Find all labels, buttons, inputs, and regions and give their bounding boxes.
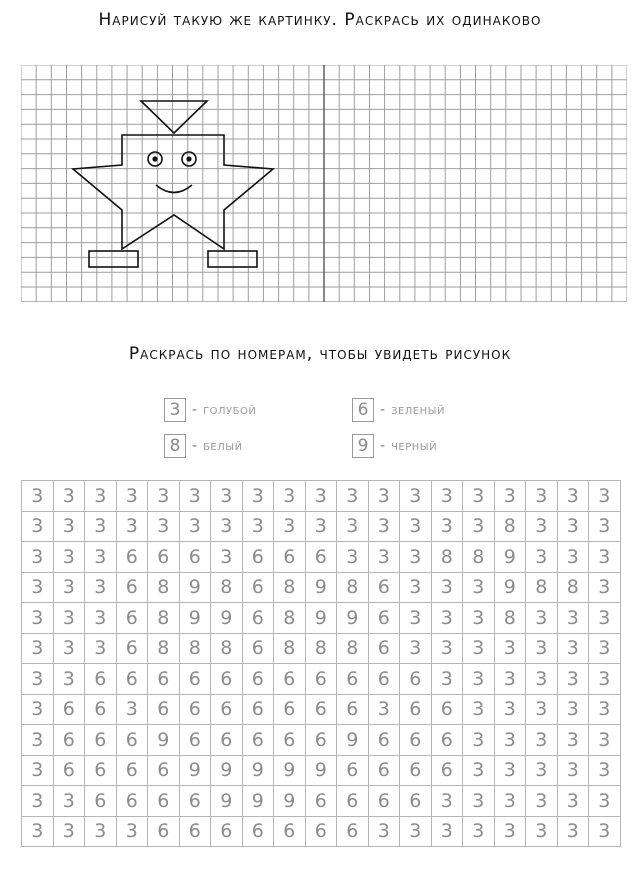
grid-cell[interactable]: 3 [463,817,495,848]
grid-cell[interactable]: 3 [22,664,54,695]
grid-cell[interactable]: 6 [211,725,243,756]
grid-cell[interactable]: 3 [85,542,117,573]
grid-cell[interactable]: 3 [369,542,401,573]
grid-cell[interactable]: 3 [558,695,590,726]
grid-cell[interactable]: 3 [22,756,54,787]
grid-cell[interactable]: 3 [432,634,464,665]
grid-cell[interactable]: 3 [54,542,86,573]
grid-cell[interactable]: 8 [148,603,180,634]
grid-cell[interactable]: 3 [463,756,495,787]
grid-cell[interactable]: 3 [54,512,86,543]
grid-cell[interactable]: 3 [558,512,590,543]
grid-cell[interactable]: 6 [369,664,401,695]
grid-cell[interactable]: 3 [526,603,558,634]
grid-cell[interactable]: 9 [211,786,243,817]
title-bottom: Раскрась по номерам, чтобы увидеть рисунок [128,344,512,364]
grid-cell[interactable]: 3 [22,817,54,848]
grid-cell[interactable]: 3 [180,481,212,512]
grid-cell[interactable]: 3 [400,573,432,604]
legend-label: белый [203,438,243,454]
grid-cell[interactable]: 3 [526,786,558,817]
grid-cell[interactable]: 8 [211,634,243,665]
grid-cell[interactable]: 3 [589,786,621,817]
color-by-number-grid [21,480,621,847]
grid-cell[interactable]: 6 [274,542,306,573]
grid-cell[interactable]: 9 [148,725,180,756]
grid-cell[interactable]: 3 [463,481,495,512]
grid-cell[interactable]: 3 [22,695,54,726]
grid-cell[interactable]: 3 [85,573,117,604]
grid-cell[interactable]: 8 [180,634,212,665]
legend-number: 9 [352,434,374,458]
grid-cell[interactable]: 6 [369,573,401,604]
grid-cell[interactable]: 6 [117,634,149,665]
grid-cell[interactable]: 3 [495,786,527,817]
legend-number: 6 [352,398,374,422]
grid-cell[interactable]: 6 [148,817,180,848]
grid-cell[interactable]: 6 [180,542,212,573]
grid-cell[interactable]: 3 [54,634,86,665]
grid-cell[interactable]: 6 [54,756,86,787]
grid-cell[interactable]: 3 [589,512,621,543]
grid-cell[interactable]: 3 [463,573,495,604]
grid-cell[interactable]: 3 [85,481,117,512]
grid-cell[interactable]: 3 [526,725,558,756]
grid-cell[interactable]: 9 [337,603,369,634]
right-foot [208,251,257,267]
title-top: Нарисуй такую же картинку. Раскрась их одинаково [98,10,542,30]
grid-cell[interactable]: 6 [243,817,275,848]
grid-cell[interactable]: 3 [558,634,590,665]
grid-cell[interactable]: 8 [211,573,243,604]
grid-cell[interactable]: 6 [274,725,306,756]
grid-cell[interactable]: 3 [589,756,621,787]
grid-cell[interactable]: 3 [400,817,432,848]
grid-cell[interactable]: 9 [274,756,306,787]
grid-cell[interactable]: 8 [337,634,369,665]
grid-cell[interactable]: 6 [400,756,432,787]
grid-cell[interactable]: 3 [526,664,558,695]
grid-cell[interactable]: 3 [463,786,495,817]
grid-cell[interactable]: 6 [117,664,149,695]
grid-cell[interactable]: 3 [22,573,54,604]
grid-cell[interactable]: 9 [180,603,212,634]
grid-cell[interactable]: 3 [400,512,432,543]
grid-cell[interactable]: 3 [211,542,243,573]
grid-cell[interactable]: 6 [306,786,338,817]
grid-cell[interactable]: 3 [558,786,590,817]
grid-cell[interactable]: 3 [589,481,621,512]
drawing-grid-area [21,65,627,302]
grid-cell[interactable]: 3 [463,634,495,665]
legend-item-3: 3 - голубой [164,398,256,422]
grid-cell[interactable]: 3 [463,695,495,726]
grid-cell[interactable]: 3 [589,664,621,695]
grid-cell[interactable]: 3 [369,481,401,512]
grid-cell[interactable]: 9 [180,573,212,604]
grid-cell[interactable]: 3 [85,512,117,543]
grid-cell[interactable]: 3 [463,664,495,695]
grid-cell[interactable]: 3 [148,481,180,512]
grid-cell[interactable]: 6 [306,542,338,573]
grid-cell[interactable]: 6 [243,664,275,695]
grid-cell[interactable]: 9 [243,756,275,787]
grid-cell[interactable]: 3 [495,817,527,848]
grid-cell[interactable]: 6 [274,664,306,695]
grid-cell[interactable]: 6 [211,695,243,726]
grid-cell[interactable]: 3 [400,634,432,665]
grid-cell[interactable]: 3 [558,603,590,634]
grid-cell[interactable]: 3 [22,603,54,634]
grid-cell[interactable]: 8 [495,512,527,543]
grid-cell[interactable]: 6 [117,756,149,787]
grid-cell[interactable]: 3 [22,725,54,756]
grid-cell[interactable]: 3 [54,481,86,512]
grid-cell[interactable]: 6 [337,664,369,695]
grid-cell[interactable]: 3 [369,512,401,543]
grid-cell[interactable]: 6 [117,573,149,604]
grid-cell[interactable]: 3 [54,603,86,634]
grid-cell[interactable]: 3 [85,817,117,848]
grid-cell[interactable]: 6 [432,695,464,726]
grid-cell[interactable]: 9 [306,756,338,787]
grid-cell[interactable]: 3 [432,573,464,604]
grid-cell[interactable]: 3 [589,817,621,848]
grid-cell[interactable]: 6 [85,695,117,726]
grid-cell[interactable]: 6 [243,634,275,665]
legend-item-8: 8 - белый [164,434,243,458]
grid-cell[interactable]: 6 [180,695,212,726]
grid-cell[interactable]: 9 [211,603,243,634]
grid-cell[interactable]: 3 [463,725,495,756]
grid-cell[interactable]: 3 [117,512,149,543]
grid-cell[interactable]: 3 [589,725,621,756]
grid-cell[interactable]: 9 [274,786,306,817]
grid-cell[interactable]: 3 [432,664,464,695]
grid-cell[interactable]: 3 [526,481,558,512]
grid-cell[interactable]: 9 [306,603,338,634]
grid-cell[interactable]: 3 [22,481,54,512]
grid-cell[interactable]: 6 [369,756,401,787]
right-pupil [186,156,191,161]
grid-cell[interactable]: 3 [558,481,590,512]
smile [156,185,192,193]
grid-cell[interactable]: 3 [369,695,401,726]
grid-cell[interactable]: 3 [117,695,149,726]
grid-cell[interactable]: 8 [558,573,590,604]
grid-cell[interactable]: 3 [463,603,495,634]
grid-cell[interactable]: 3 [211,512,243,543]
grid-cell[interactable]: 8 [274,634,306,665]
grid-cell[interactable]: 8 [306,634,338,665]
grid-cell[interactable]: 3 [589,634,621,665]
grid-cell[interactable]: 6 [211,817,243,848]
grid-cell[interactable]: 6 [400,725,432,756]
legend-item-6: 6 - зеленый [352,398,445,422]
grid-cell[interactable]: 6 [337,817,369,848]
grid-cell[interactable]: 8 [337,573,369,604]
grid-cell[interactable]: 3 [558,725,590,756]
grid-cell[interactable]: 6 [369,786,401,817]
grid-cell[interactable]: 3 [400,603,432,634]
grid-cell[interactable]: 3 [495,695,527,726]
grid-cell[interactable]: 6 [117,542,149,573]
grid-cell[interactable]: 6 [400,664,432,695]
grid-cell[interactable]: 3 [526,695,558,726]
grid-cell[interactable]: 6 [306,725,338,756]
grid-cell[interactable]: 8 [526,573,558,604]
grid-cell[interactable]: 3 [589,542,621,573]
grid-cell[interactable]: 3 [400,542,432,573]
grid-cell[interactable]: 6 [117,603,149,634]
grid-cell[interactable]: 6 [85,756,117,787]
grid-cell[interactable]: 3 [54,573,86,604]
grid-cell[interactable]: 3 [558,817,590,848]
grid-cell[interactable]: 3 [306,512,338,543]
grid-cell[interactable]: 3 [589,695,621,726]
grid-cell[interactable]: 6 [54,725,86,756]
grid-cell[interactable]: 6 [148,695,180,726]
grid-cell[interactable]: 6 [117,786,149,817]
grid-cell[interactable]: 3 [22,786,54,817]
grid-cell[interactable]: 3 [180,512,212,543]
grid-cell[interactable]: 3 [463,512,495,543]
grid-cell[interactable]: 6 [85,664,117,695]
grid-cell[interactable]: 8 [432,542,464,573]
grid-cell[interactable]: 3 [22,634,54,665]
grid-cell[interactable]: 6 [337,695,369,726]
grid-cell[interactable]: 6 [274,817,306,848]
grid-cell[interactable]: 6 [180,786,212,817]
grid-cell[interactable]: 3 [22,542,54,573]
grid-cell[interactable]: 3 [526,512,558,543]
grid-cell[interactable]: 9 [495,573,527,604]
grid-cell[interactable]: 6 [180,664,212,695]
grid-cell[interactable]: 3 [495,481,527,512]
grid-cell[interactable]: 3 [117,481,149,512]
grid-cell[interactable]: 6 [243,573,275,604]
grid-cell[interactable]: 3 [243,481,275,512]
grid-cell[interactable]: 3 [337,512,369,543]
grid-cell[interactable]: 3 [54,664,86,695]
grid-cell[interactable]: 6 [274,695,306,726]
grid-cell[interactable]: 3 [558,542,590,573]
grid-cell[interactable]: 3 [85,603,117,634]
grid-cell[interactable]: 3 [211,481,243,512]
grid-cell[interactable]: 8 [274,573,306,604]
grid-cell[interactable]: 8 [148,634,180,665]
left-pupil [152,156,157,161]
grid-cell[interactable]: 3 [526,634,558,665]
grid-cell[interactable]: 3 [337,542,369,573]
grid-cell[interactable]: 3 [495,725,527,756]
grid-cell[interactable]: 3 [526,542,558,573]
grid-cell[interactable]: 6 [243,603,275,634]
grid-cell[interactable]: 3 [558,664,590,695]
grid-cell[interactable]: 6 [369,603,401,634]
legend-number: 8 [164,434,186,458]
grid-cell[interactable]: 9 [306,573,338,604]
grid-cell[interactable]: 6 [117,725,149,756]
grid-cell[interactable]: 6 [243,725,275,756]
legend-label: зеленый [391,402,445,418]
grid-cell[interactable]: 6 [243,695,275,726]
grid-cell[interactable]: 8 [148,573,180,604]
grid-cell[interactable]: 6 [243,542,275,573]
grid-cell[interactable]: 3 [274,481,306,512]
grid-cell[interactable]: 3 [22,512,54,543]
grid-cell[interactable]: 8 [463,542,495,573]
grid-cell[interactable]: 3 [526,756,558,787]
grid-cell[interactable]: 6 [148,786,180,817]
grid-cell[interactable]: 3 [274,512,306,543]
grid-cell[interactable]: 3 [558,756,590,787]
grid-cell[interactable]: 3 [243,512,275,543]
grid-cell[interactable]: 3 [432,603,464,634]
grid-cell[interactable]: 3 [495,634,527,665]
grid-cell[interactable]: 9 [243,786,275,817]
color-legend [0,396,640,466]
grid-cell[interactable]: 3 [589,573,621,604]
grid-cell[interactable]: 6 [337,756,369,787]
grid-cell[interactable]: 6 [306,664,338,695]
grid-cell[interactable]: 6 [400,695,432,726]
grid-cell[interactable]: 3 [495,664,527,695]
grid-cell[interactable]: 9 [495,542,527,573]
grid-cell[interactable]: 9 [211,756,243,787]
grid-cell[interactable]: 6 [85,725,117,756]
grid-cell[interactable]: 6 [400,786,432,817]
legend-number: 3 [164,398,186,422]
grid-cell[interactable]: 3 [432,481,464,512]
grid-cell[interactable]: 3 [432,512,464,543]
grid-cell[interactable]: 3 [526,817,558,848]
grid-cell[interactable]: 6 [432,756,464,787]
grid-cell[interactable]: 3 [117,817,149,848]
grid-cell[interactable]: 6 [211,664,243,695]
grid-cell[interactable]: 6 [54,695,86,726]
grid-cell[interactable]: 3 [369,817,401,848]
grid-cell[interactable]: 6 [306,817,338,848]
grid-cell[interactable]: 6 [369,725,401,756]
grid-cell[interactable]: 8 [495,603,527,634]
grid-cell[interactable]: 6 [148,664,180,695]
grid-cell[interactable]: 6 [148,542,180,573]
hat-triangle [141,101,207,133]
grid-cell[interactable]: 3 [54,786,86,817]
grid-cell[interactable]: 6 [337,786,369,817]
grid-cell[interactable]: 3 [306,481,338,512]
grid-cell[interactable]: 3 [337,481,369,512]
grid-cell[interactable]: 3 [85,634,117,665]
grid-cell[interactable]: 9 [337,725,369,756]
grid-cell[interactable]: 6 [306,695,338,726]
grid-cell[interactable]: 6 [180,817,212,848]
grid-cell[interactable]: 3 [148,512,180,543]
grid-cell[interactable]: 8 [274,603,306,634]
grid-cell[interactable]: 3 [432,786,464,817]
legend-label: голубой [203,402,257,418]
grid-cell[interactable]: 3 [589,603,621,634]
legend-label: черный [391,438,438,454]
grid-cell[interactable]: 6 [369,634,401,665]
grid-cell[interactable]: 6 [180,725,212,756]
grid-cell[interactable]: 3 [54,817,86,848]
grid-cell[interactable]: 3 [495,756,527,787]
grid-cell[interactable]: 9 [180,756,212,787]
grid-cell[interactable]: 3 [400,481,432,512]
grid-cell[interactable]: 3 [432,817,464,848]
grid-cell[interactable]: 6 [85,786,117,817]
legend-item-9: 9 - черный [352,434,437,458]
grid-cell[interactable]: 6 [148,756,180,787]
grid-cell[interactable]: 6 [432,725,464,756]
